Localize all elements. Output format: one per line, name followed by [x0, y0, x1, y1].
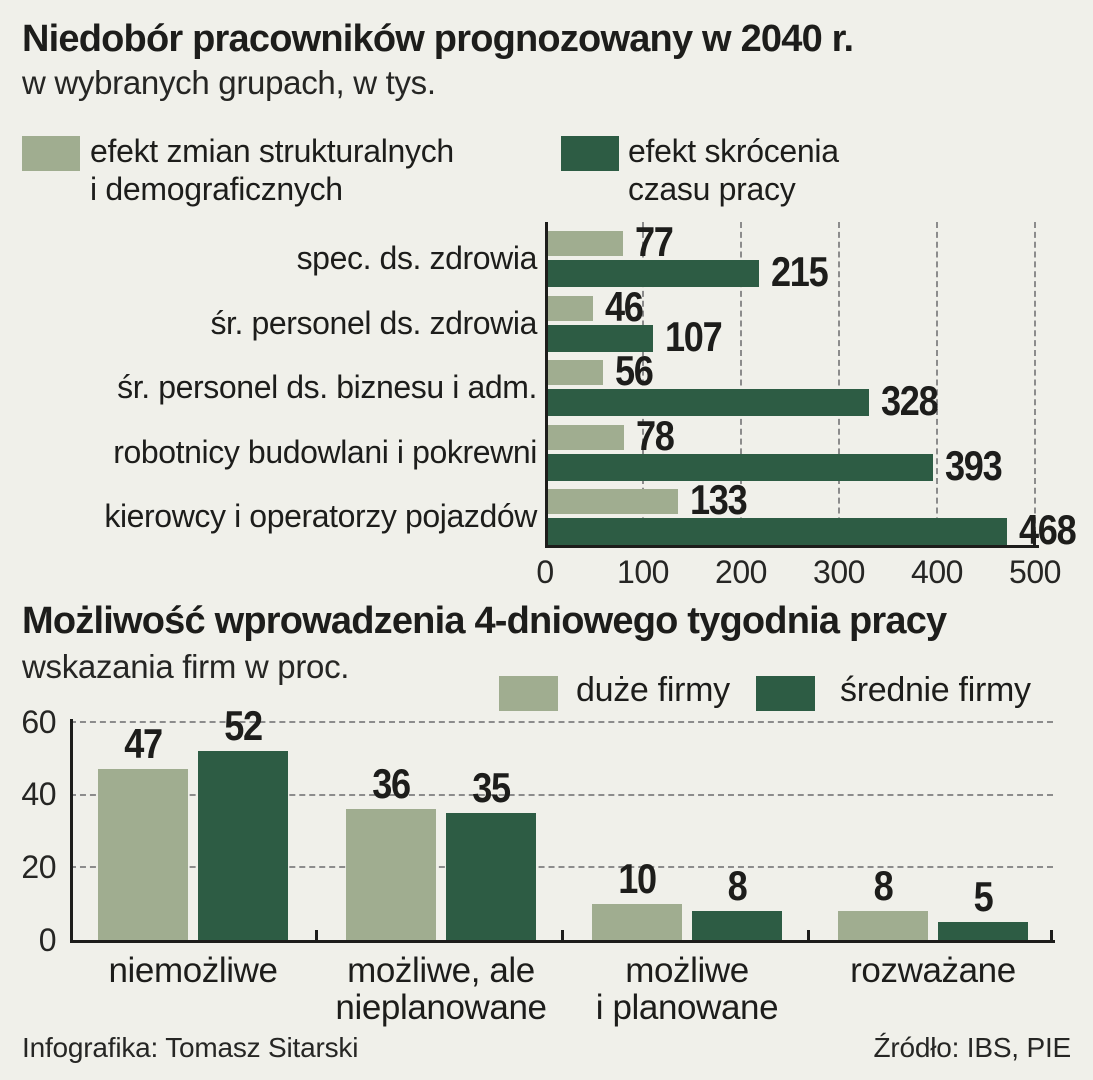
v-category-label-line: możliwe, ale	[347, 951, 535, 990]
v-bar-dark-1-value: 35	[472, 763, 510, 811]
ytick-label-40: 40	[21, 776, 56, 813]
xtick-label-400: 400	[911, 553, 963, 590]
v-bar-light-0	[98, 769, 188, 940]
h-bar-light-2	[548, 360, 603, 385]
v-category-label-line: nieplanowane	[335, 988, 547, 1027]
xtick-label-0: 0	[536, 553, 554, 590]
legend-label-1	[628, 132, 839, 208]
h-bar-dark-4	[548, 518, 1007, 545]
xtick-label-200: 200	[715, 553, 767, 590]
axis-tick-1	[561, 930, 564, 940]
v-bar-dark-1	[446, 813, 536, 940]
h-category-label-1: śr. personel ds. zdrowia	[210, 304, 537, 341]
chart1-title: Niedobór pracowników prognozowany w 2040 r.	[22, 18, 854, 60]
h-bar-light-4	[548, 489, 678, 514]
h-category-label-3: robotnicy budowlani i pokrewni	[113, 433, 537, 470]
v-category-label-3	[763, 952, 1093, 1032]
chart2-title: Możliwość wprowadzenia 4-dniowego tygodnia pracy	[22, 600, 947, 642]
v-bar-light-1-value: 36	[372, 760, 410, 808]
xtick-label-300: 300	[813, 553, 865, 590]
chart1-subtitle: w wybranych grupach, w tys.	[22, 64, 436, 101]
h-bar-light-4-value: 133	[690, 476, 747, 524]
v-bar-dark-3-value: 5	[973, 872, 993, 920]
legend-swatch-1	[756, 676, 815, 711]
h-bar-dark-2	[548, 389, 869, 416]
v-category-label-line: możliwe	[625, 951, 749, 990]
v-bar-light-3-value: 8	[873, 861, 893, 909]
legend-swatch-0	[499, 676, 558, 711]
v-category-label-line: niemożliwe	[108, 951, 278, 990]
h-bar-dark-4-value: 468	[1018, 506, 1076, 554]
h-bar-light-3	[548, 425, 624, 450]
legend-swatch-0	[22, 136, 80, 171]
gridline-300	[838, 222, 840, 543]
legend-swatch-1	[561, 136, 619, 171]
axis-tick-0	[315, 930, 318, 940]
legend-label-line: średnie firmy	[840, 671, 1031, 709]
x-axis-line	[545, 545, 1039, 548]
ytick-label-60: 60	[21, 703, 56, 740]
axis-tick-2	[807, 930, 810, 940]
axis-tick-3	[1050, 930, 1053, 940]
h-bar-light-2-value: 56	[614, 347, 653, 395]
y-axis-line	[70, 719, 73, 943]
h-category-label-0: spec. ds. zdrowia	[296, 239, 537, 276]
v-bar-light-3	[838, 911, 928, 940]
ytick-label-20: 20	[21, 848, 56, 885]
legend-label-line: duże firmy	[576, 671, 730, 709]
xtick-label-500: 500	[1009, 553, 1061, 590]
legend-label-line: efekt skrócenia	[628, 133, 839, 169]
h-bar-dark-3-value: 393	[945, 442, 1002, 490]
legend-label-0	[90, 132, 454, 208]
v-bar-light-0-value: 47	[124, 720, 162, 768]
h-bar-light-0	[548, 231, 623, 256]
h-category-label-4: kierowcy i operatorzy pojazdów	[104, 497, 537, 534]
v-bar-dark-2	[692, 911, 782, 940]
h-bar-light-1-value: 46	[605, 283, 643, 331]
gridline-500	[1034, 222, 1036, 543]
credit-source: Źródło: IBS, PIE	[873, 1032, 1071, 1063]
v-bar-dark-3	[938, 922, 1028, 940]
v-bar-light-2	[592, 904, 682, 940]
xtick-label-100: 100	[617, 553, 669, 590]
credit-author: Infografika: Tomasz Sitarski	[22, 1032, 359, 1063]
legend-label-0	[576, 672, 730, 708]
v-bar-dark-0	[198, 751, 288, 940]
v-bar-dark-0-value: 52	[224, 702, 262, 750]
legend-label-1	[840, 672, 1031, 708]
h-bar-dark-0-value: 215	[770, 248, 828, 296]
v-category-label-line: rozważane	[850, 951, 1016, 990]
legend-label-line: i demograficznych	[90, 171, 343, 207]
v-bar-light-1	[346, 809, 436, 940]
v-category-label-line: i planowane	[595, 988, 779, 1027]
v-bar-dark-2-value: 8	[727, 861, 747, 909]
h-bar-light-1	[548, 296, 593, 321]
legend-label-line: czasu pracy	[628, 171, 796, 207]
h-bar-dark-2-value: 328	[881, 377, 938, 425]
h-bar-dark-1-value: 107	[664, 313, 722, 361]
chart2-subtitle: wskazania firm w proc.	[22, 648, 350, 685]
v-bar-light-2-value: 10	[618, 854, 656, 902]
h-category-label-2: śr. personel ds. biznesu i adm.	[117, 368, 537, 405]
h-bar-light-0-value: 77	[635, 218, 674, 266]
x-axis-line	[70, 940, 1055, 943]
ytick-label-0: 0	[38, 921, 56, 958]
h-bar-light-3-value: 78	[636, 412, 675, 460]
legend-label-line: efekt zmian strukturalnych	[90, 133, 454, 169]
